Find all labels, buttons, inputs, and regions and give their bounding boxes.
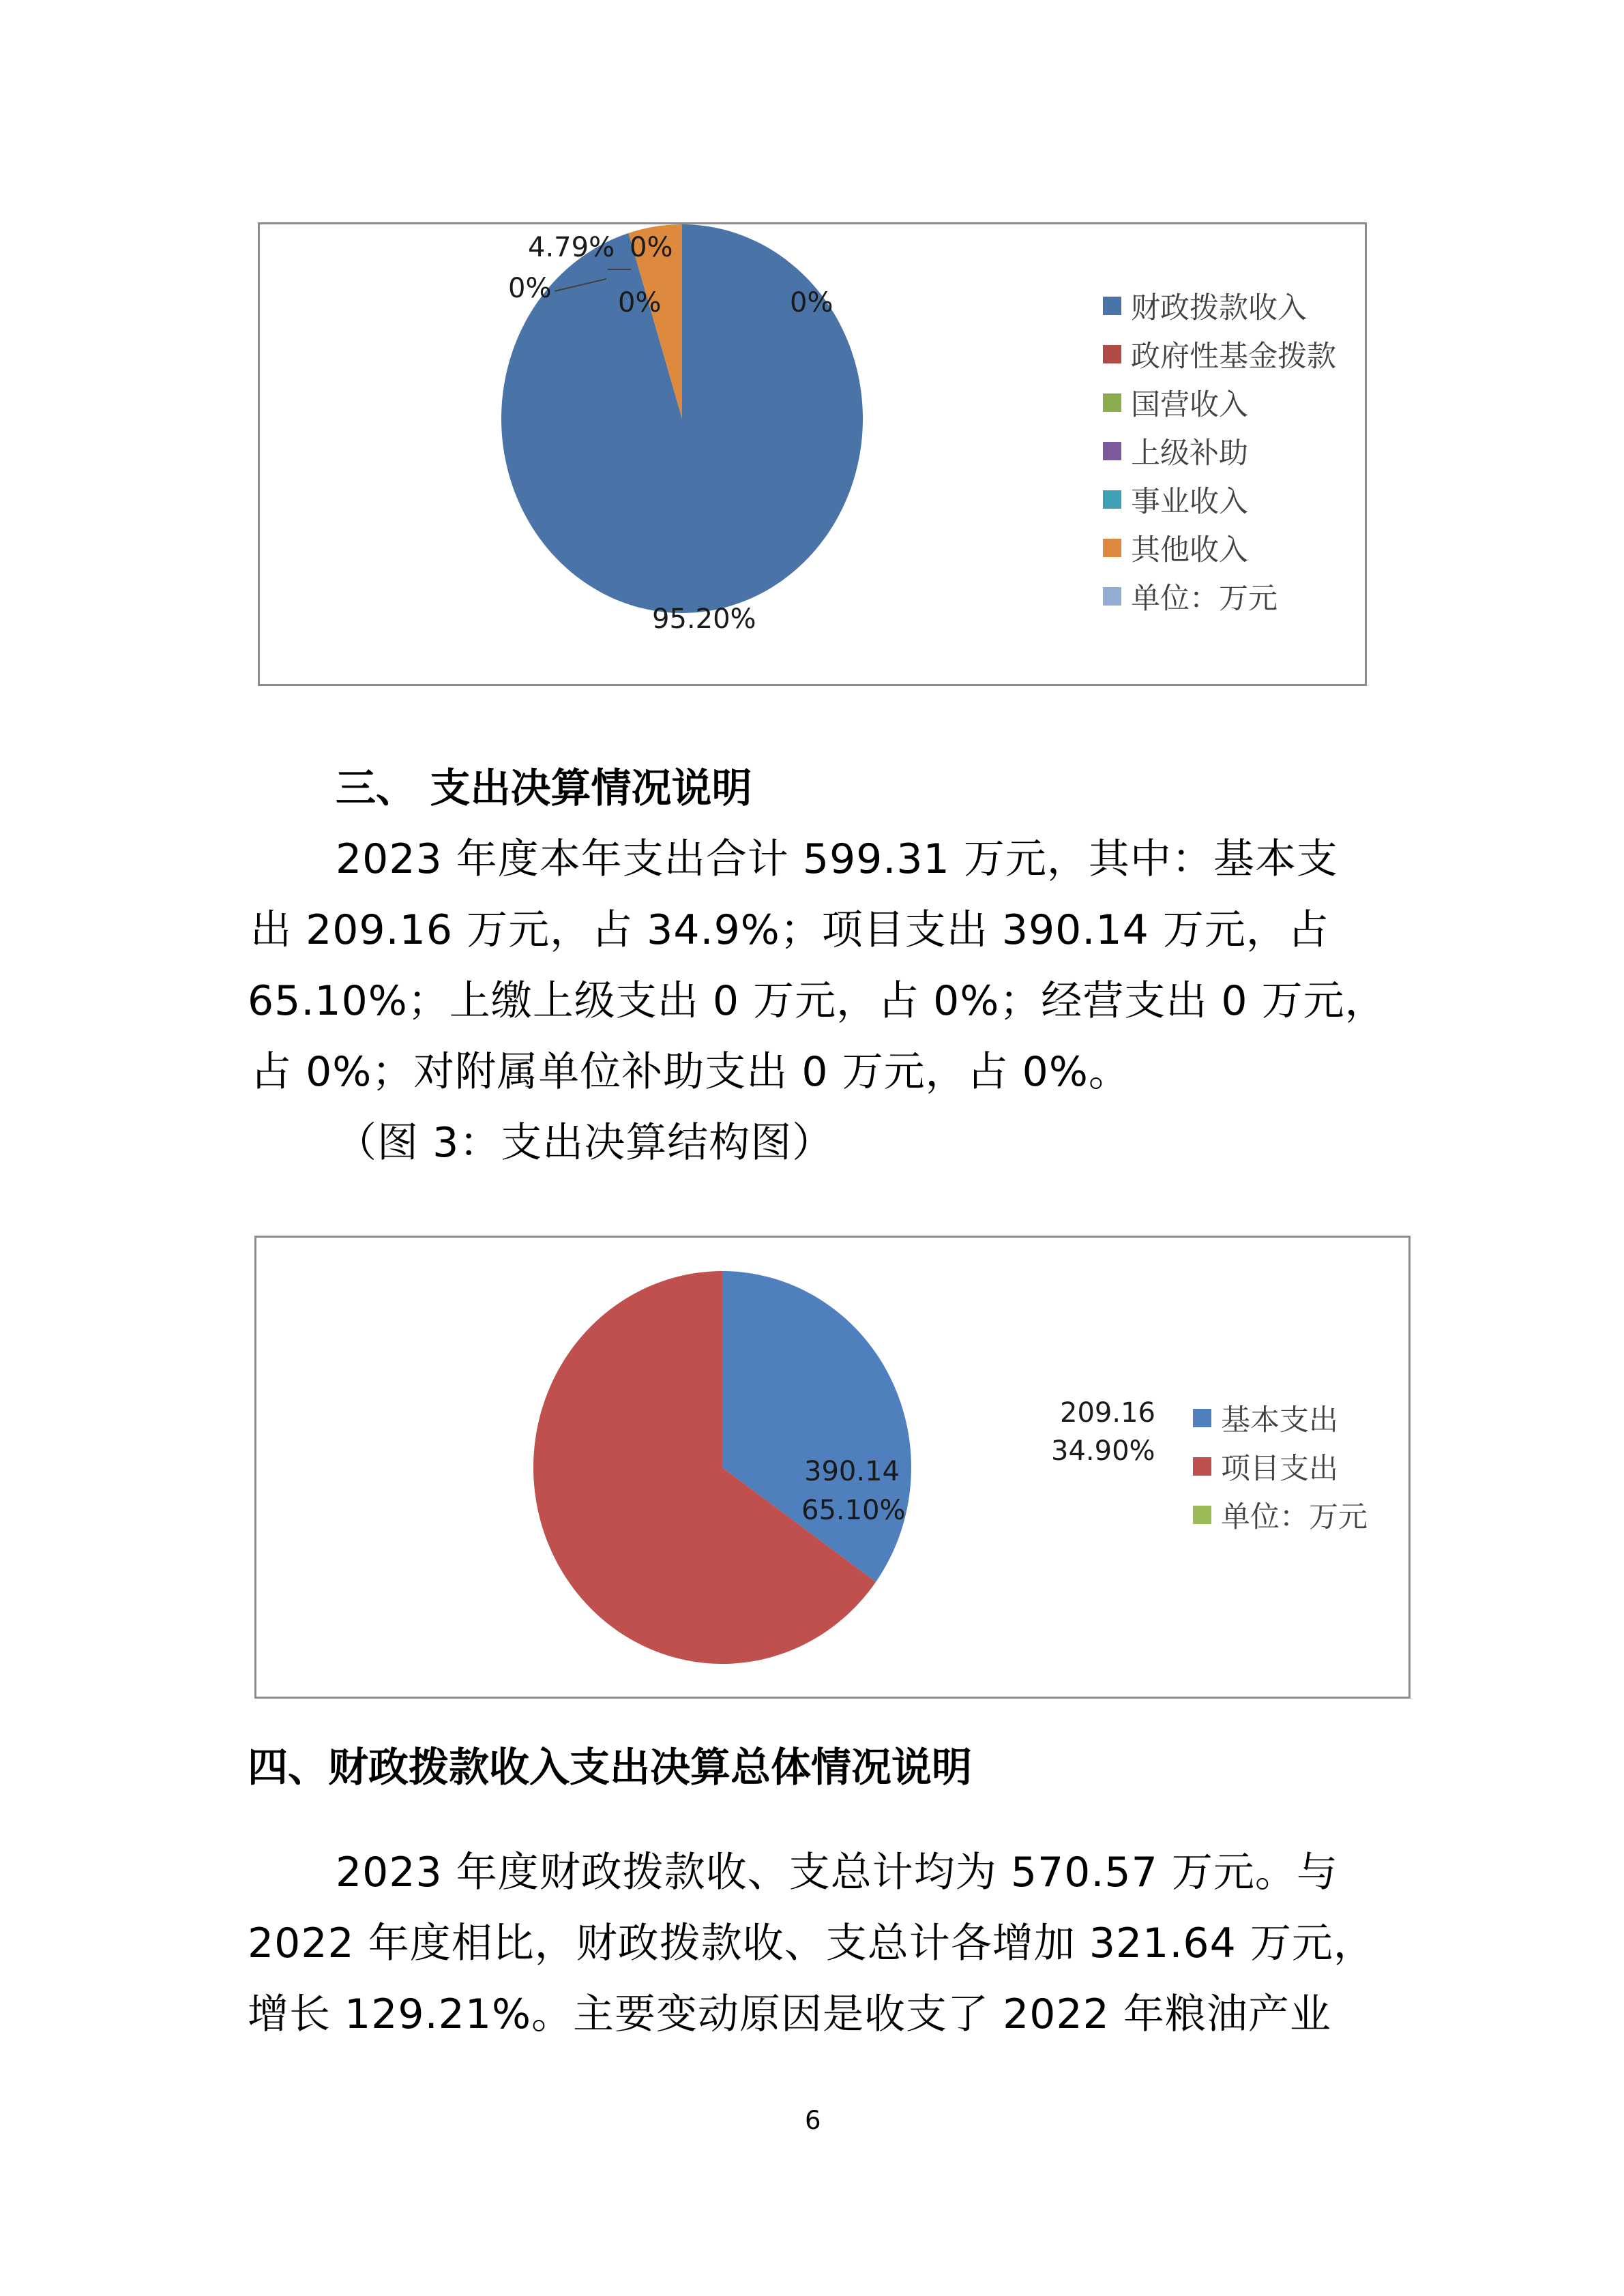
pie-label-basic-value: 209.16 [1060, 1397, 1155, 1429]
legend-swatch [1103, 442, 1121, 460]
legend-label: 财政拨款收入 [1131, 291, 1307, 325]
legend-item [1103, 572, 1336, 621]
pie-label-project-percent: 65.10% [801, 1495, 906, 1526]
section4-line-3: 增长 129.21%。主要变动原因是收支了 2022 年粮油产业 [248, 1991, 1331, 2038]
legend-swatch [1103, 539, 1121, 557]
pie-label-project-value: 390.14 [804, 1456, 900, 1487]
legend-item [1193, 1442, 1368, 1491]
legend-label: 其他收入 [1131, 533, 1248, 567]
legend-swatch [1103, 490, 1121, 509]
legend-item [1103, 282, 1336, 330]
section3-line-4: 占 0%；对附属单位补助支出 0 万元，占 0%。 [250, 1048, 1130, 1096]
legend-label: 单位：万元 [1221, 1500, 1368, 1534]
page-number: 6 [805, 2106, 821, 2135]
pie-label-fiscal: 95.20% [652, 603, 756, 635]
legend-item [1193, 1491, 1368, 1539]
legend-label: 项目支出 [1221, 1452, 1338, 1486]
section3-heading: 三、 支出决算情况说明 [336, 764, 752, 811]
legend-swatch [1193, 1409, 1211, 1427]
legend-label: 国营收入 [1131, 388, 1248, 422]
legend-label: 事业收入 [1131, 485, 1248, 519]
expenditure-legend [1193, 1394, 1368, 1539]
section4-line-2: 2022 年度相比，财政拨款收、支总计各增加 321.64 万元， [248, 1920, 1375, 1967]
legend-swatch [1193, 1506, 1211, 1524]
pie-label-govfund: 0% [630, 232, 673, 263]
legend-swatch [1103, 345, 1121, 363]
legend-label: 政府性基金拨款 [1131, 340, 1336, 374]
legend-swatch [1193, 1457, 1211, 1476]
legend-item [1103, 524, 1336, 572]
legend-swatch [1103, 587, 1121, 606]
pie-label-superior: 0% [618, 287, 662, 318]
pie-label-other: 4.79% [528, 232, 615, 263]
section3-line-1: 2023 年度本年支出合计 599.31 万元，其中：基本支 [336, 835, 1338, 883]
figure-caption: （图 3：支出决算结构图） [336, 1119, 834, 1167]
income-pie-chart [258, 222, 1367, 686]
pie-label-basic-percent: 34.90% [1051, 1435, 1155, 1467]
legend-label: 上级补助 [1131, 436, 1248, 471]
pie-label-state: 0% [508, 273, 552, 304]
section4-heading: 四、财政拨款收入支出决算总体情况说明 [248, 1744, 973, 1791]
legend-label: 基本支出 [1221, 1403, 1338, 1437]
section3-line-3: 65.10%；上缴上级支出 0 万元，占 0%；经营支出 0 万元， [248, 977, 1387, 1025]
pie-label-business: 0% [790, 287, 833, 318]
legend-item [1103, 330, 1336, 378]
section4-line-1: 2023 年度财政拨款收、支总计均为 570.57 万元。与 [336, 1849, 1338, 1896]
legend-item [1103, 378, 1336, 427]
legend-swatch [1103, 297, 1121, 315]
income-legend [1103, 282, 1336, 621]
legend-label: 单位：万元 [1131, 582, 1278, 616]
legend-item [1193, 1394, 1368, 1442]
expenditure-pie-chart [254, 1236, 1411, 1699]
legend-swatch [1103, 393, 1121, 412]
section3-line-2: 出 209.16 万元，占 34.9%；项目支出 390.14 万元，占 [250, 906, 1329, 954]
legend-item [1103, 427, 1336, 475]
legend-item [1103, 475, 1336, 524]
